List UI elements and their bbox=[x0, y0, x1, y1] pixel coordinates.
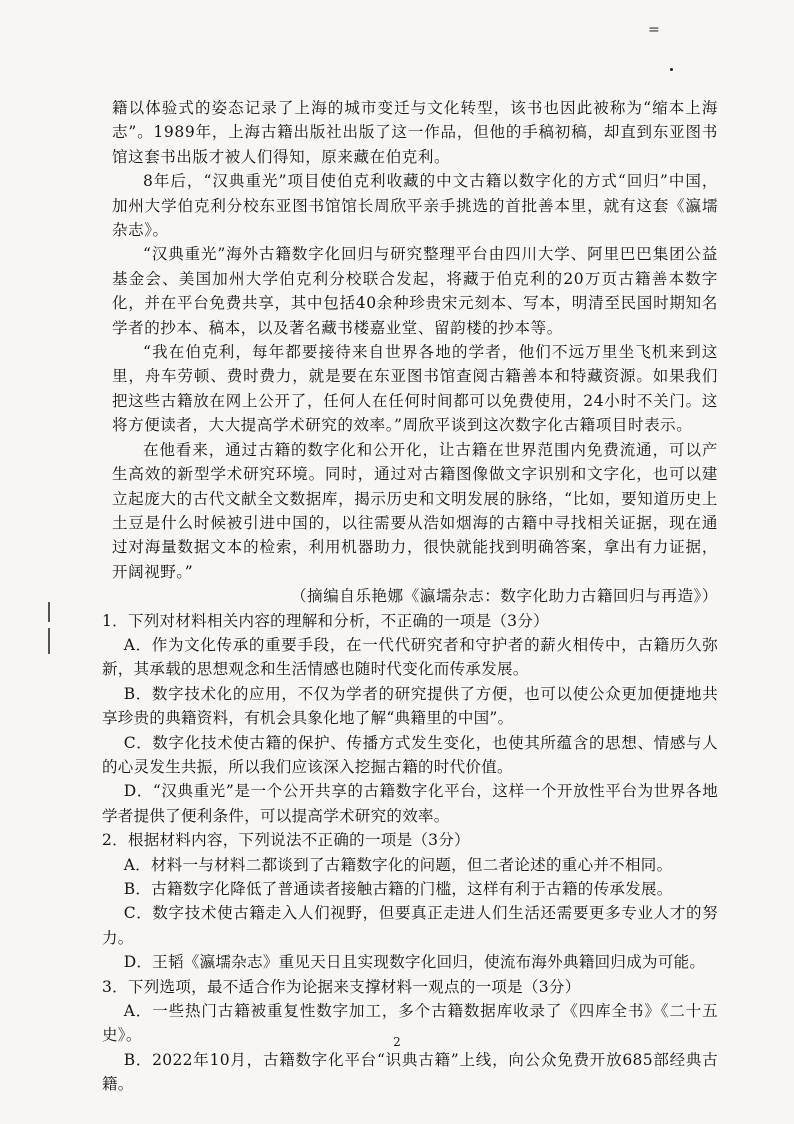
passage-paragraph: 在他看来，通过古籍的数字化和公开化，让古籍在世界范围内免费流通，可以产生高效的新型学术研究环境。同时，通过对古籍图像做文字识别和文字化，也可以建立起庞大的古代文献全文数据库，揭示历史和文明发展的脉络，“比如，要知道历史上土豆是什么时候被引进中国的，以往需要从浩如烟海的古籍中寻找相关证据，现在通过对海量数据文本的检索，利用机器助力，很快就能找到明确答案，拿出有力证据，开阔视野。” bbox=[112, 440, 718, 581]
passage-paragraph: “我在伯克利，每年都要接待来自世界各地的学者，他们不远万里坐飞机来到这里，舟车劳顿、费时费力，就是要在东亚图书馆查阅古籍善本和特藏资源。如果我们把这些古籍放在网上公开了，任何人在任何时间都可以免费使用，24小时不关门。这将方便读者，大大提高学术研究的效率。”周欣平谈到这次数字化古籍项目时表示。 bbox=[112, 343, 718, 435]
question-option: C．数字技术使古籍走入人们视野，但要真正走进人们生活还需要更多专业人才的努力。 bbox=[102, 904, 718, 947]
question-option: B．2022年10月，古籍数字化平台“识典古籍”上线，向公众免费开放685部经典古籍。 bbox=[102, 1050, 718, 1094]
passage-paragraph: 8年后，“汉典重光”项目使伯克利收藏的中文古籍以数字化的方式“回归”中国，加州大学伯克利分校东亚图书馆馆长周欣平亲手挑选的首批善本里，就有这套《瀛壖杂志》。 bbox=[112, 172, 718, 240]
question-option: C．数字化技术使古籍的保护、传播方式发生变化，也使其所蕴含的思想、情感与人的心灵发生共振，所以我们应该深入挖掘古籍的时代价值。 bbox=[102, 733, 718, 776]
question-option: A．作为文化传承的重要手段，在一代代研究者和守护者的薪火相传中，古籍历久弥新，其承载的思想观念和生活情感也随时代变化而传承发展。 bbox=[102, 635, 718, 679]
question-option: B．古籍数字化降低了普通读者接触古籍的门槛，这样有利于古籍的传承发展。 bbox=[123, 880, 673, 898]
content bbox=[102, 96, 718, 1097]
question-stem: 1．下列对材料相关内容的理解和分析，不正确的一项是（3分） bbox=[102, 611, 549, 630]
margin-line bbox=[48, 628, 50, 654]
passage-paragraph: 籍以体验式的姿态记录了上海的城市变迁与文化转型，该书也因此被称为“缩本上海志”。1989年，上海古籍出版社出版了这一作品，但他的手稿初稿，却直到东亚图书馆这套书出版才被人们得知，原来藏在伯克利。 bbox=[112, 99, 718, 166]
question-option: D．“汉典重光”是一个公开共享的古籍数字化平台，这样一个开放性平台为世界各地学者提供了便利条件，可以提高学术研究的效率。 bbox=[102, 782, 718, 825]
question-option: A．一些热门古籍被重复性数字加工，多个古籍数据库收录了《四库全书》《二十五史》。 bbox=[102, 1002, 718, 1045]
corner-mark: = bbox=[648, 22, 660, 38]
question-stem: 2．根据材料内容，下列说法不正确的一项是（3分） bbox=[102, 831, 470, 850]
margin-line bbox=[48, 602, 50, 622]
scan-dot bbox=[670, 68, 673, 71]
page-number: 2 bbox=[393, 1035, 401, 1049]
question-option: A．材料一与材料二都谈到了古籍数字化的问题，但二者论述的重心并不相同。 bbox=[123, 855, 673, 874]
question-option: B．数字技术化的应用，不仅为学者的研究提供了方便，也可以使公众更加便捷地共享珍贵的典籍资料，有机会具象化地了解“典籍里的中国”。 bbox=[102, 684, 718, 728]
question-stem: 3．下列选项，最不适合作为论据来支撑材料一观点的一项是（3分） bbox=[102, 977, 581, 996]
source-citation: （摘编自乐艳娜《瀛壖杂志：数字化助力古籍回归与再造》） bbox=[291, 587, 718, 606]
question-option: D．王韬《瀛壖杂志》重见天日且实现数字化回归，使流布海外典籍回归成为可能。 bbox=[123, 953, 706, 972]
passage-paragraph: “汉典重光”海外古籍数字化回归与研究整理平台由四川大学、阿里巴巴集团公益基金会、美国加州大学伯克利分校联合发起，将藏于伯克利的20万页古籍善本数字化，并在平台免费共享，其中包括40余种珍贵宋元刻本、写本，明清至民国时期知名学者的抄本、稿本，以及著名藏书楼嘉业堂、留韵楼的抄本等。 bbox=[112, 245, 718, 337]
